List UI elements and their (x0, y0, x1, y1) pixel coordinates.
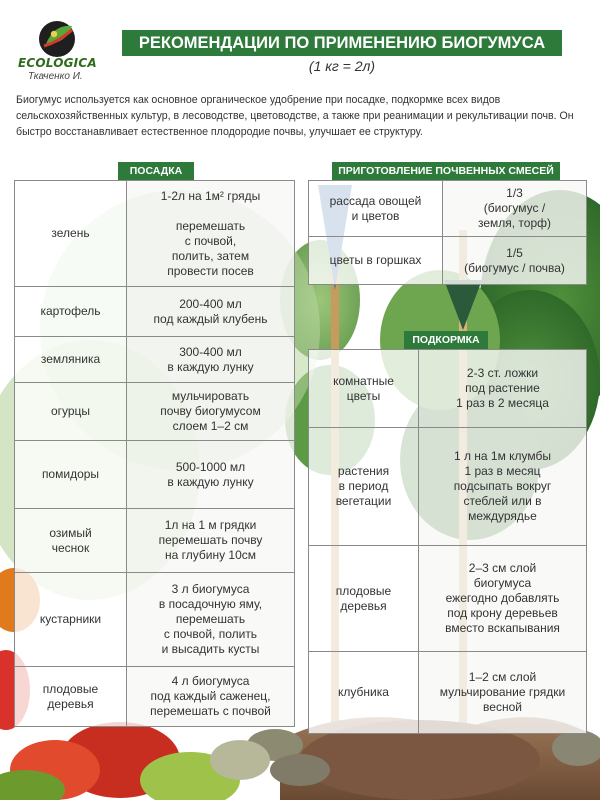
recommendation-cell: мульчировать почву биогумусом слоем 1–2 см (160, 389, 261, 433)
recommendation-cell: 4 л биогумуса под каждый саженец, перемешать с почвой (150, 674, 271, 718)
table-row (15, 181, 295, 287)
recommendation-cell: 3 л биогумуса в посадочную яму, перемешать с почвой, полить и высадить кусты (158, 582, 263, 656)
table-row (15, 667, 295, 727)
crop-cell: рассада овощей и цветов (329, 193, 422, 223)
table-row (15, 441, 295, 509)
crop-cell: земляника (40, 352, 101, 366)
table-row (15, 287, 295, 337)
feeding-table (308, 349, 587, 734)
table-row (309, 428, 587, 546)
mixes-table (308, 180, 587, 285)
crop-cell: помидоры (41, 467, 100, 481)
crop-cell: зелень (51, 226, 90, 240)
page-title: РЕКОМЕНДАЦИИ ПО ПРИМЕНЕНИЮ БИОГУМУСА (122, 30, 562, 56)
crop-cell: картофель (40, 304, 101, 318)
planting-table (14, 180, 295, 727)
feeding-section-label: ПОДКОРМКА (404, 331, 488, 349)
recommendation-cell: 2-3 ст. ложки под растение 1 раз в 2 месяца (456, 366, 549, 410)
crop-cell: цветы в горшках (329, 253, 422, 267)
crop-cell: огурцы (50, 404, 91, 418)
crop-cell: растения в период вегетации (335, 464, 392, 508)
intro-paragraph: Биогумус используется как основное органическое удобрение при посадке, подкормке всех видов сельскохозяйственных культур, в лесоводстве, цветоводстве, а также при реанимации и рекультивации почв. Он быстро восстанавливает естественное плодородие почвы, улучшает ее структуру. (16, 94, 574, 138)
logo-brand: ECOLOGICA (18, 56, 97, 70)
logo (14, 18, 100, 82)
crop-cell: комнатные цветы (333, 373, 394, 403)
recommendation-cell: 1 л на 1м клумбы 1 раз в месяц подсыпать вокруг стеблей или в междурядье (453, 449, 552, 523)
leaf-globe-icon (36, 18, 78, 60)
crop-cell: клубника (338, 685, 389, 699)
table-row (309, 237, 587, 285)
table-row (15, 509, 295, 573)
recommendation-cell: 1л на 1 м грядки перемешать почву на глубину 10см (158, 518, 263, 562)
crop-cell: плодовые деревья (335, 583, 392, 613)
recommendation-cell: 2–3 см слой биогумуса ежегодно добавлять под крону деревьев вместо вскапывания (445, 561, 560, 635)
table-row (309, 350, 587, 428)
recommendation-cell: 300-400 мл в каждую лунку (167, 344, 254, 374)
recommendation-cell: 1/3 (биогумус / земля, торф) (477, 186, 552, 230)
table-row (309, 546, 587, 652)
recommendation-cell: 1/5 (биогумус / почва) (464, 245, 565, 275)
recommendation-cell: 1–2 см слой мульчирование грядки весной (439, 670, 566, 714)
table-row (15, 383, 295, 441)
page-subtitle: (1 кг = 2л) (308, 58, 376, 74)
logo-author: Ткаченко И. (28, 71, 83, 82)
recommendation-cell: 1-2л на 1м² гряды перемешать с почвой, полить, затем провести посев (160, 188, 261, 278)
mixes-section-label: ПРИГОТОВЛЕНИЕ ПОЧВЕННЫХ СМЕСЕЙ (332, 162, 560, 180)
planting-section-label: ПОСАДКА (118, 162, 194, 180)
crop-cell: кустарники (39, 612, 102, 626)
table-row (15, 573, 295, 667)
crop-cell: плодовые деревья (42, 681, 99, 711)
table-row (309, 181, 587, 237)
table-row (309, 652, 587, 734)
recommendation-cell: 200-400 мл под каждый клубень (153, 296, 268, 326)
table-row (15, 337, 295, 383)
recommendation-cell: 500-1000 мл в каждую лунку (167, 459, 254, 489)
crop-cell: озимый чеснок (49, 525, 92, 555)
